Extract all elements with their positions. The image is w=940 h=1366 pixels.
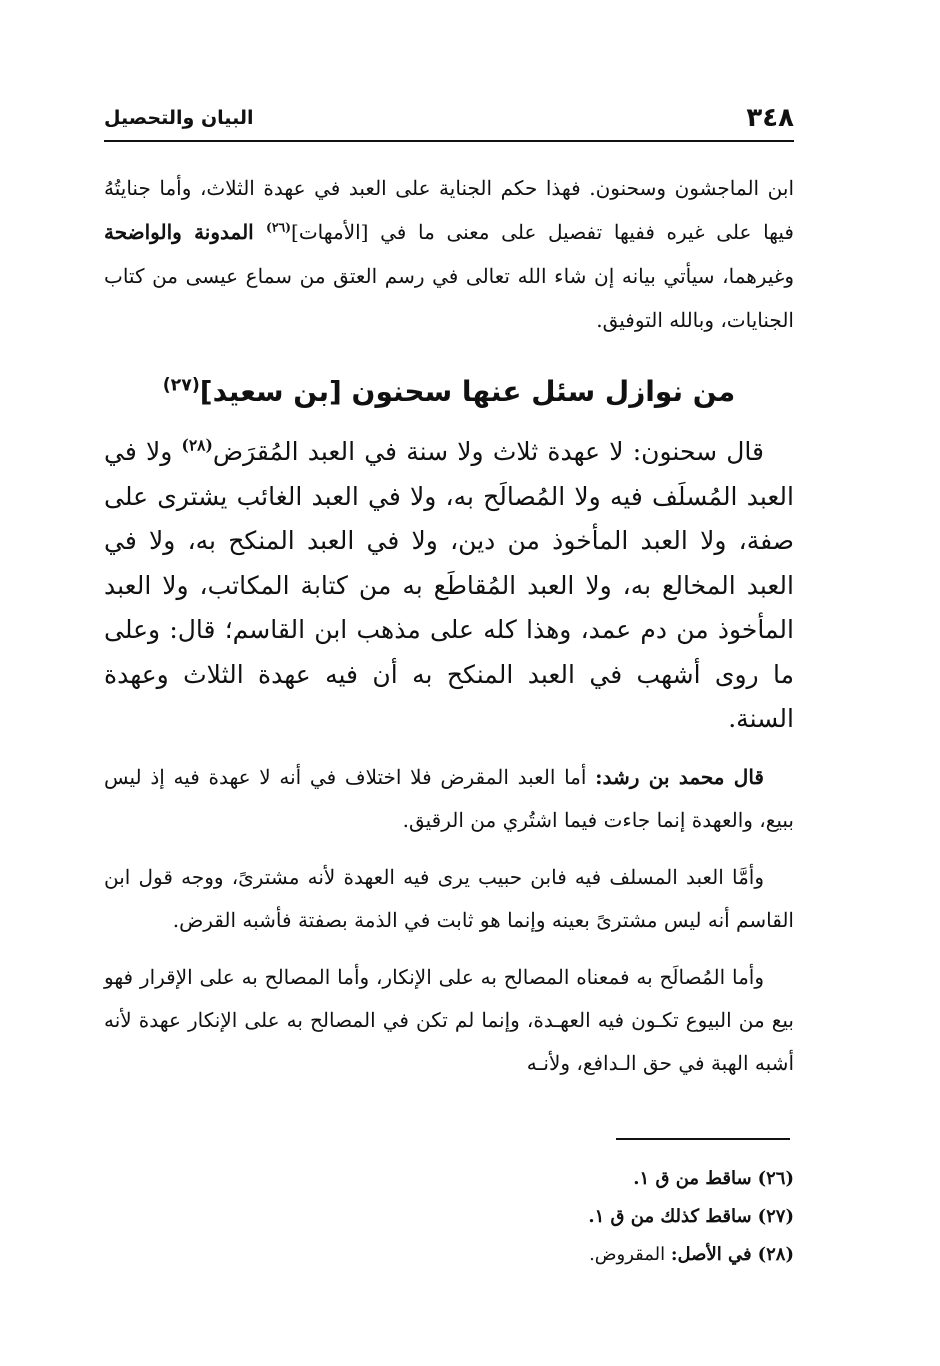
main-text-2: ولا في العبد المُسلَف فيه ولا المُصالَح به، ولا في العبد الغائب يشترى على صفة، ولا العبد المأخوذ من دين، ولا في العبد المنكح به، ولا في العبد المخالع به، ولا العبد المُقاطَع به من كتابة المكاتب، ولا العبد المأخوذ من دم عمد، وهذا كله على مذهب ابن القاسم؛ قال: وعلى ما روى أشهب في العبد المنكح به أن فيه عهدة الثلاث وعهدة السنة.: [104, 437, 794, 733]
intro-text-2: وغيرهما، سيأتي بيانه إن شاء الله تعالى في رسم العتق من سماع عيسى من كتاب الجنايات، وبالله التوفيق.: [104, 264, 794, 332]
footnote-item: [104, 1198, 794, 1236]
footnotes: [104, 1160, 794, 1274]
footnote-item: [104, 1160, 794, 1198]
footnote-text: ساقط كذلك من ق ١.: [588, 1206, 752, 1227]
main-paragraph: [104, 430, 794, 742]
commentary-text: وأمَّا العبد المسلف فيه فابن حبيب يرى فيه العهدة لأنه مشترىً، ووجه قول ابن القاسم أنه ليس مشترىً بعينه وإنما هو ثابت في الذمة بصفتة فأشبه القرض.: [104, 864, 794, 932]
footnote-number: (٢٧): [757, 1206, 794, 1227]
intro-text-1: ابن الماجشون وسحنون. فهذا حكم الجناية على العبد في عهدة الثلاث، وأما جنايتُهُ فيها على غيره ففيها تفصيل على معنى ما في [الأمهات]: [104, 176, 794, 244]
commentary-paragraph: [104, 756, 794, 842]
footnote-divider: [616, 1138, 790, 1140]
footnote-text: ساقط من ق ١.: [633, 1168, 752, 1189]
section-title: من نوازل سئل عنها سحنون [بن سعيد]: [199, 375, 736, 408]
intro-paragraph: [104, 166, 794, 342]
header-divider: [104, 140, 794, 142]
commentary-paragraph: [104, 856, 794, 942]
footnote-item: [104, 1236, 794, 1274]
page-number: ٣٤٨: [746, 103, 794, 133]
commentary-text: وأما المُصالَح به فمعناه المصالح به على الإنكار، وأما المصالح به على الإقرار فهو بيع من البيوع تكـون فيه العهـدة، وإنما لم تكن في المصالح به على الإنكار عهدة لأنه أشبه الهبة في حق الـدافع، ولأنـه: [104, 964, 794, 1075]
main-text-1: قال سحنون: لا عهدة ثلاث ولا سنة في العبد المُقرَض: [212, 437, 764, 466]
running-title: البيان والتحصيل: [104, 107, 254, 129]
footnote-ref-28: (٢٨): [181, 435, 213, 455]
footnote-text: المقروض.: [589, 1244, 671, 1265]
intro-bold-text: المدونة والواضحة: [104, 220, 266, 244]
commentary-text: أما العبد المقرض فلا اختلاف في أنه لا عهدة فيه إذ ليس ببيع، والعهدة إنما جاءت فيما اشتُري من الرقيق.: [104, 764, 794, 832]
page-body: [104, 166, 794, 1085]
footnote-bold-text: في الأصل:: [670, 1244, 752, 1265]
commentary-lead: قال محمد بن رشد:: [595, 764, 764, 789]
footnote-ref-26: (٢٦): [265, 219, 292, 235]
page-header: [104, 100, 794, 136]
commentary-paragraph: [104, 956, 794, 1085]
footnote-ref-27: (٢٧): [162, 375, 200, 396]
footnote-number: (٢٦): [757, 1168, 794, 1189]
section-heading: [104, 370, 794, 414]
footnote-number: (٢٨): [757, 1244, 794, 1265]
